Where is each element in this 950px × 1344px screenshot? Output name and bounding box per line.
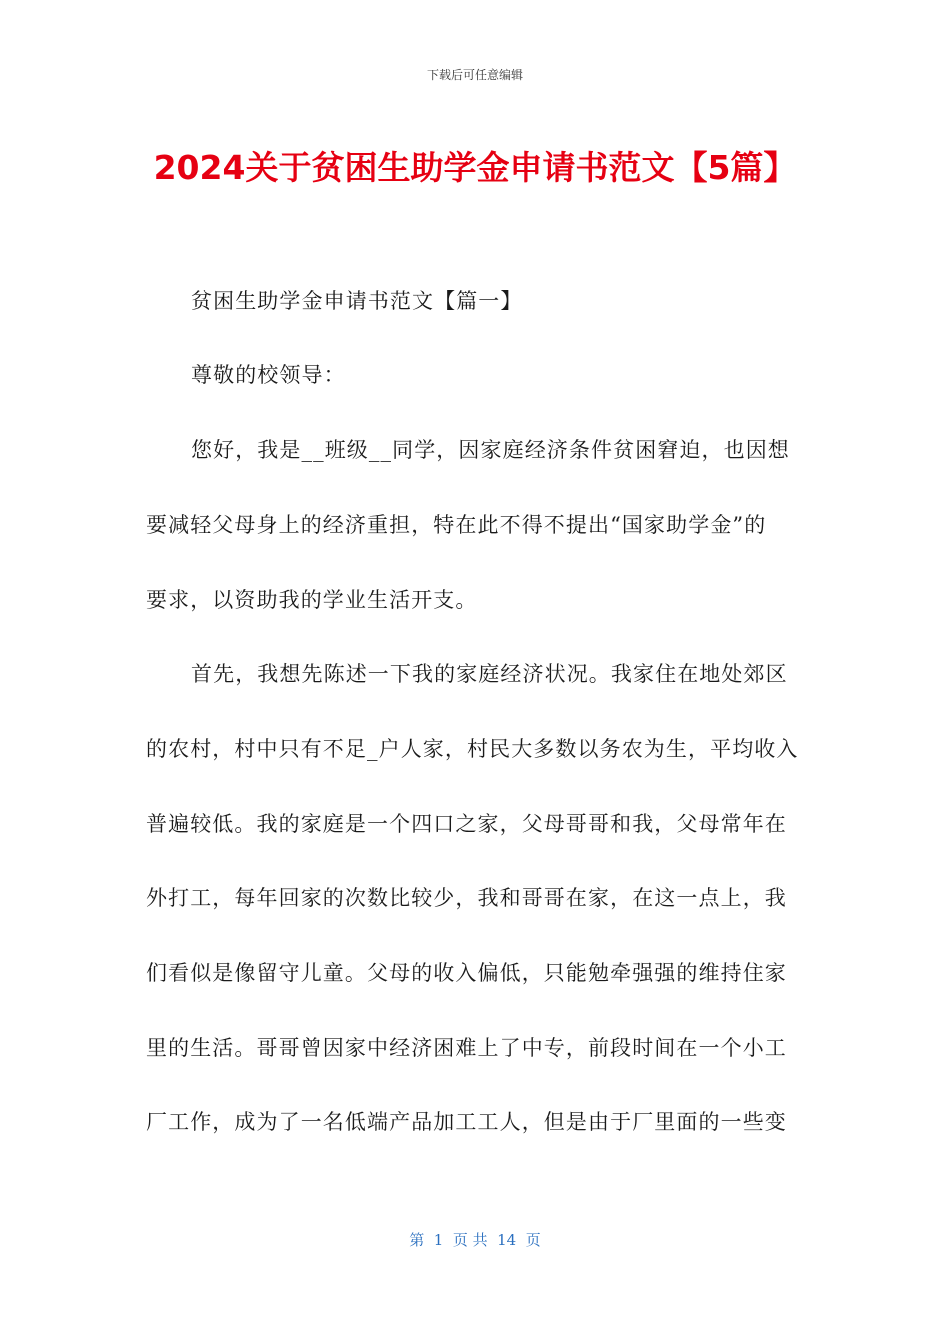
paragraph-line: 您好，我是__班级__同学，因家庭经济条件贫困窘迫，也因想 (191, 438, 790, 462)
paragraph-line: 的农村，村中只有不足_户人家，村民大多数以务农为生，平均收入 (146, 737, 799, 761)
paragraph-line: 里的生活。哥哥曾因家中经济困难上了中专，前段时间在一个小工 (146, 1036, 787, 1060)
paragraph-line: 厂工作，成为了一名低端产品加工工人，但是由于厂里面的一些变 (146, 1110, 787, 1134)
paragraph-line: 要减轻父母身上的经济重担，特在此不得不提出“国家助学金”的 (146, 513, 767, 537)
paragraph-line: 要求，以资助我的学业生活开支。 (146, 588, 478, 612)
document-title: 2024关于贫困生助学金申请书范文【5篇】 (153, 148, 797, 187)
paragraph-line: 们看似是像留守儿童。父母的收入偏低，只能勉牵强强的维持住家 (146, 961, 787, 985)
page-number: 第 1 页 共 14 页 (409, 1231, 541, 1249)
paragraph-line: 外打工，每年回家的次数比较少，我和哥哥在家，在这一点上，我 (146, 886, 787, 910)
paragraph-line: 首先，我想先陈述一下我的家庭经济状况。我家住在地处郊区 (191, 662, 788, 686)
header-note: 下载后可任意编辑 (426, 68, 523, 82)
salutation: 尊敬的校领导： (191, 363, 346, 387)
section-heading: 贫困生助学金申请书范文【篇一】 (191, 289, 523, 313)
paragraph-line: 普遍较低。我的家庭是一个四口之家，父母哥哥和我，父母常年在 (146, 812, 787, 836)
